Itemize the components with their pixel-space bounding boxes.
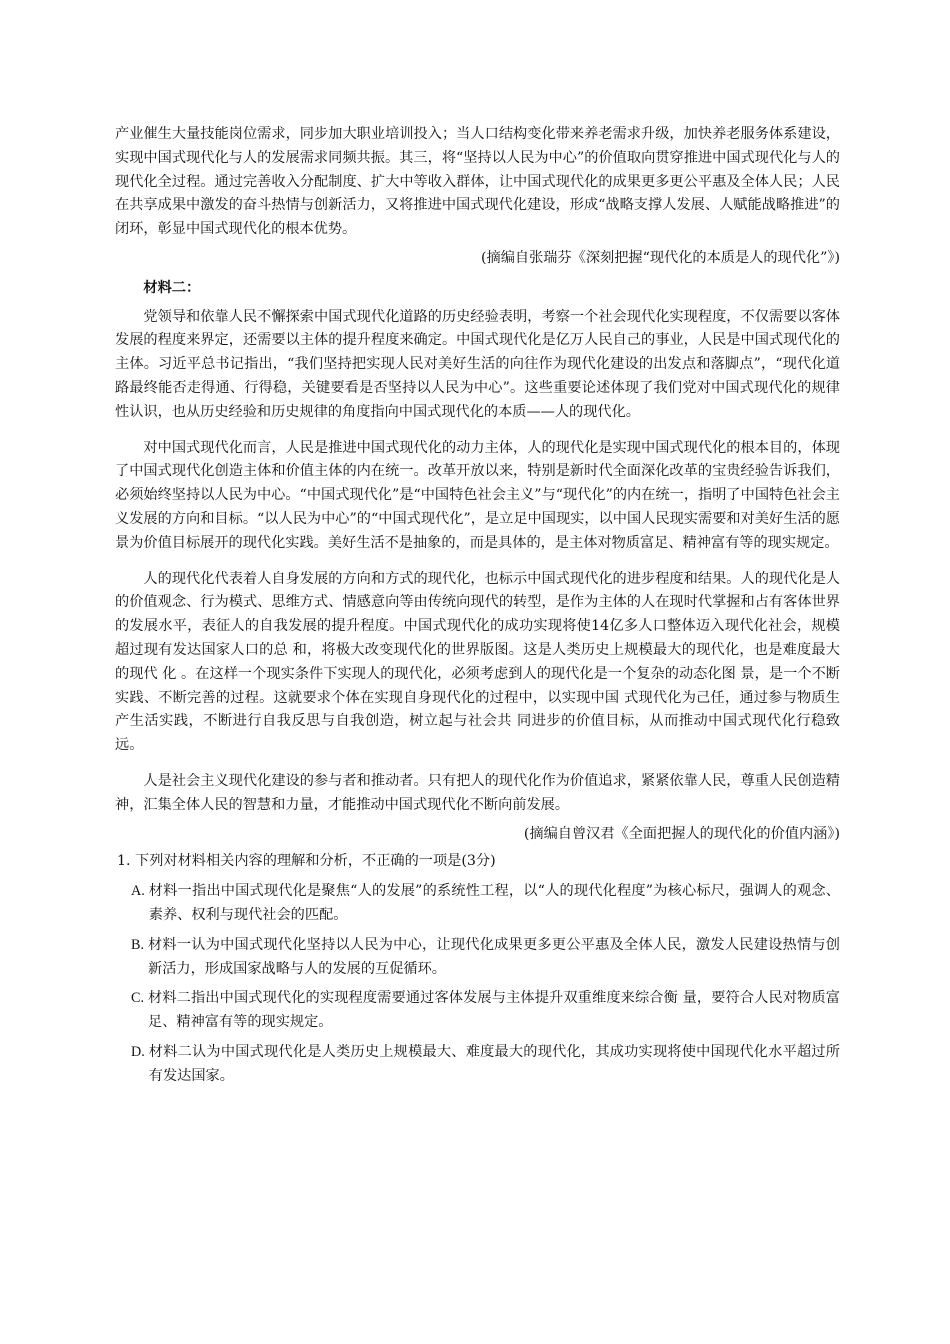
material2-heading: 材料二： xyxy=(143,279,201,296)
exam-page xyxy=(115,118,840,1088)
option-c-letter: C. xyxy=(131,990,145,1007)
option-d xyxy=(115,1041,840,1089)
option-b-text: 材料一认为中国式现代化坚持以人民为中心，让现代化成果更多更公平惠及全体人民，激发人民建设热情与创新活力，形成国家战略与人的发展的互促循环。 xyxy=(148,936,840,977)
material2-paragraph-4: 人是社会主义现代化建设的参与者和推动者。只有把人的现代化作为价值追求，紧紧依靠人民，尊重人民创造精神，汇集全体人民的智慧和力量，才能推动中国式现代化不断向前发展。 xyxy=(115,772,840,813)
material2-paragraph-1: 党领导和依靠人民不懈探索中国式现代化道路的历史经验表明，考察一个社会现代化实现程度，不仅需要以客体发展的程度来界定，还需要以主体的提升程度来确定。中国式现代化是亿万人民自己的事业，人民是中国式现代化的主体。习近平总书记指出，“我们坚持把实现人民对美好生活的向往作为现代化建设的出发点和落脚点”，“现代化道路最终能否走得通、行得稳，关键要看是否坚持以人民为中心”。这些重要论述体现了我们党对中国式现代化的规律性认识，也从历史经验和历史规律的角度指向中国式现代化的本质——人的现代化。 xyxy=(115,308,840,420)
material1-source: (摘编自张瑞芬《深刻把握“现代化的本质是人的现代化”》) xyxy=(481,249,840,266)
question-1-stem: 1. 下列对材料相关内容的理解和分析，不正确的一项是(3分) xyxy=(117,853,496,870)
option-b xyxy=(115,934,840,982)
option-b-letter: B. xyxy=(131,936,145,953)
option-a-text: 材料一指出中国式现代化是聚焦“人的发展”的系统性工程，以“人的现代化程度”为核心标尺，强调人的观念、素养、权利与现代社会的匹配。 xyxy=(148,883,840,923)
material1-tail-paragraph: 产业催生大量技能岗位需求，同步加大职业培训投入；当人口结构变化带来养老需求升级，加快养老服务体系建设，实现中国式现代化与人的发展需求同频共振。其三，将“坚持以人民为中心”的价值取向贯穿推进中国式现代化与人的现代化全过程。通过完善收入分配制度、扩大中等收入群体，让中国式现代化的成果更多更公平惠及全体人民；人民在共享成果中激发的奋斗热情与创新活力，又将推进中国式现代化建设，形成“战略支撑人发展、人赋能战略推进”的闭环，彰显中国式现代化的根本优势。 xyxy=(115,126,840,238)
material2-source: (摘编自曾汉君《全面把握人的现代化的价值内涵》) xyxy=(523,825,840,842)
option-c xyxy=(115,987,840,1035)
option-d-text: 材料二认为中国式现代化是人类历史上规模最大、难度最大的现代化，其成功实现将使中国现代化水平超过所有发达国家。 xyxy=(148,1043,840,1084)
option-a-letter: A. xyxy=(131,883,145,900)
option-d-letter: D. xyxy=(131,1043,145,1060)
option-c-text: 材料二指出中国式现代化的实现程度需要通过客体发展与主体提升双重维度来综合衡 量，要符合人民对物质富足、精神富有等的现实规定。 xyxy=(148,990,840,1031)
material2-paragraph-2: 对中国式现代化而言，人民是推进中国式现代化的动力主体，人的现代化是实现中国式现代化的根本目的，体现了中国式现代化创造主体和价值主体的内在统一。改革开放以来，特别是新时代全面深化改革的宝贵经验告诉我们，必须始终坚持以人民为中心。“中国式现代化”是“中国特色社会主义”与“现代化”的内在统一，指明了中国特色社会主义发展的方向和目标。“以人民为中心”的“中国式现代化”，是立足中国现实，以中国人民现实需要和对美好生活的愿景为价值目标展开的现代化实践。美好生活不是抽象的，而是具体的，是主体对物质富足、精神富有等的现实规定。 xyxy=(115,439,840,551)
material2-paragraph-3: 人的现代化代表着人自身发展的方向和方式的现代化，也标示中国式现代化的进步程度和结果。人的现代化是人的价值观念、行为模式、思维方式、情感意向等由传统向现代的转型，是作为主体的人在现时代掌握和占有客体世界的发展水平，表征人的自我发展的提升程度。中国式现代化的成功实现将使14亿多人口整体迈入现代化社会，规模超过现有发达国家人口的总 和，将极大改变现代化的世界版图。这是人类历史上规模最大的现代化，也是难度最大的现代 化 。在这样一个现实条件下实现人的现代化，必须考虑到人的现代化是一个复杂的动态化图 景，是一个不断实践、不断完善的过程。这就要求个体在实现自身现代化的过程中，以实现中国 式现代化为己任，通过参与物质生产生活实践，不断进行自我反思与自我创造，树立起与社会共 同进步的价值目标，从而推动中国式现代化行稳致远。 xyxy=(115,570,840,754)
option-a xyxy=(115,880,840,928)
